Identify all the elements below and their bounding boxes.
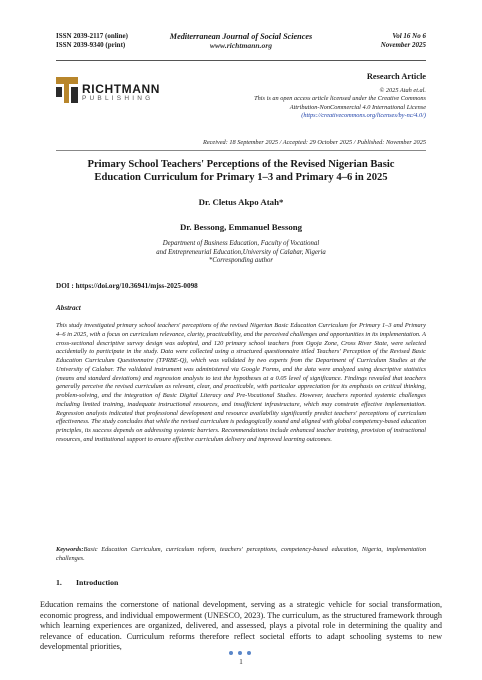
license-link[interactable]: (https://creativecommons.org/licenses/by-nc/4.0/) <box>301 111 426 119</box>
issn-online: ISSN 2039-2117 (online) <box>56 32 128 40</box>
journal-name: Mediterranean Journal of Social Sciences <box>169 32 313 41</box>
affiliation <box>56 240 426 266</box>
ornament-dot <box>247 651 251 655</box>
author-1: Dr. Cletus Akpo Atah* <box>198 197 284 207</box>
keywords <box>56 546 426 564</box>
affiliation-line-1: Department of Business Education, Faculty of Vocational <box>162 240 320 247</box>
keywords-label: Keywords: <box>56 546 84 553</box>
journal-header <box>56 32 426 58</box>
license-name: Attribution-NonCommercial 4.0 International License <box>289 103 426 111</box>
header-divider <box>56 60 426 61</box>
section-number: 1. <box>56 578 62 587</box>
journal-block <box>56 32 426 50</box>
issn-print: ISSN 2039-9340 (print) <box>56 41 126 49</box>
ornament-dot <box>238 651 242 655</box>
license-block <box>186 87 426 120</box>
copyright-line: © 2025 Atah et.al. <box>379 87 426 94</box>
section-title: Introduction <box>76 578 119 587</box>
page-ornament-icon <box>229 651 253 657</box>
introduction-paragraph: Education remains the cornerstone of national development, serving as a strategic vehicle for social transformation, economic progress, and individual empowerment (UNESCO, 2023). The curriculum, as the structured framework through which learning experiences are organized, delivered, and assessed, plays a pivotal role in determining the quality and relevance of education. Curriculum reforms therefore reflect societal efforts to adapt schooling systems to new developmental priorities, <box>40 600 442 652</box>
issue-date: November 2025 <box>380 41 426 49</box>
paper-title <box>56 158 426 184</box>
doi-link[interactable]: DOI : https://doi.org/10.36941/mjss-2025-0098 <box>56 282 198 290</box>
publisher-logo-sub: PUBLISHING <box>82 95 154 102</box>
abstract-heading: Abstract <box>56 304 81 312</box>
affiliation-line-2: and Entrepreneurial Education,University of Calabar, Nigeria <box>156 248 326 256</box>
title-line-2: Education Curriculum for Primary 1–3 and Primary 4–6 in 2025 <box>94 172 388 183</box>
richtmann-logo-icon <box>56 77 78 103</box>
author-2: Dr. Bessong, Emmanuel Bessong <box>179 222 303 232</box>
publisher-logo-name: RICHTMANN <box>82 82 161 96</box>
title-line-1: Primary School Teachers' Perceptions of the Revised Nigerian Basic <box>87 159 395 170</box>
journal-url[interactable]: www.richtmann.org <box>209 41 273 50</box>
ornament-dot <box>229 651 233 655</box>
license-line: This is an open access article licensed under the Creative Commons <box>254 95 426 103</box>
keywords-text: Basic Education Curriculum, curriculum reform, teachers' perceptions, competency-based education, Nigeria, implementation challenges. <box>56 546 426 562</box>
abstract-text: This study investigated primary school teachers' perceptions of the revised Nigerian Basic Education Curriculum for Primary 1–3 and Primary 4–6 in 2025, with a focus on curriculum relevance, clarity, practicability, and the perceived challenges and opportunities in its implementation. A cross-sectional descriptive survey design was adopted, and 120 primary school teachers from Ogoja Zone, Cross River State, were selected accidentally to participate in the study. Data were collected using a structured questionnaire titled Teachers' Perception of the Revised Basic Education Curriculum Questionnaire (TPRBE-Q), which was validated by two experts from the Department of Curriculum Studies at the University of Calabar. The validated instrument was administered via Google Forms, and the data were analyzed using descriptive statistics (means and standard deviations) and regression analysis to test the hypotheses at a 0.05 level of significance. Findings revealed that teachers generally perceive the revised curriculum as relevant, clear, and practicable, with particular appreciation for its emphasis on critical thinking, problem-solving, and the integration of Basic Digital Literacy and Pre-Vocational Studies. However, teachers reported systemic challenges including limited training, inadequate instructional resources, and insufficient infrastructure, which may constrain effective implementation. Regression analysis indicated that professional development and resource availability significantly predict teachers' perceptions of curriculum effectiveness. The study concludes that while the revised curriculum is pedagogically sound and aligned with global competency-based education principles, its success depends on addressing systemic barriers. Recommendations include enhanced teacher training, provision of instructional resources, and institutional support to ensure effective curriculum delivery and improved learning outcomes. <box>56 322 426 443</box>
corresponding-author-note: *Corresponding author <box>208 257 274 265</box>
page-number: 1 <box>239 658 243 666</box>
publication-dates: Received: 18 September 2025 / Accepted: 29 October 2025 / Published: November 2025 <box>202 139 426 146</box>
section-heading <box>56 578 118 587</box>
volume-issue: Vol 16 No 6 <box>392 32 426 40</box>
issue-block <box>381 32 426 50</box>
dates-divider <box>56 150 426 151</box>
article-type: Research Article <box>366 72 426 81</box>
